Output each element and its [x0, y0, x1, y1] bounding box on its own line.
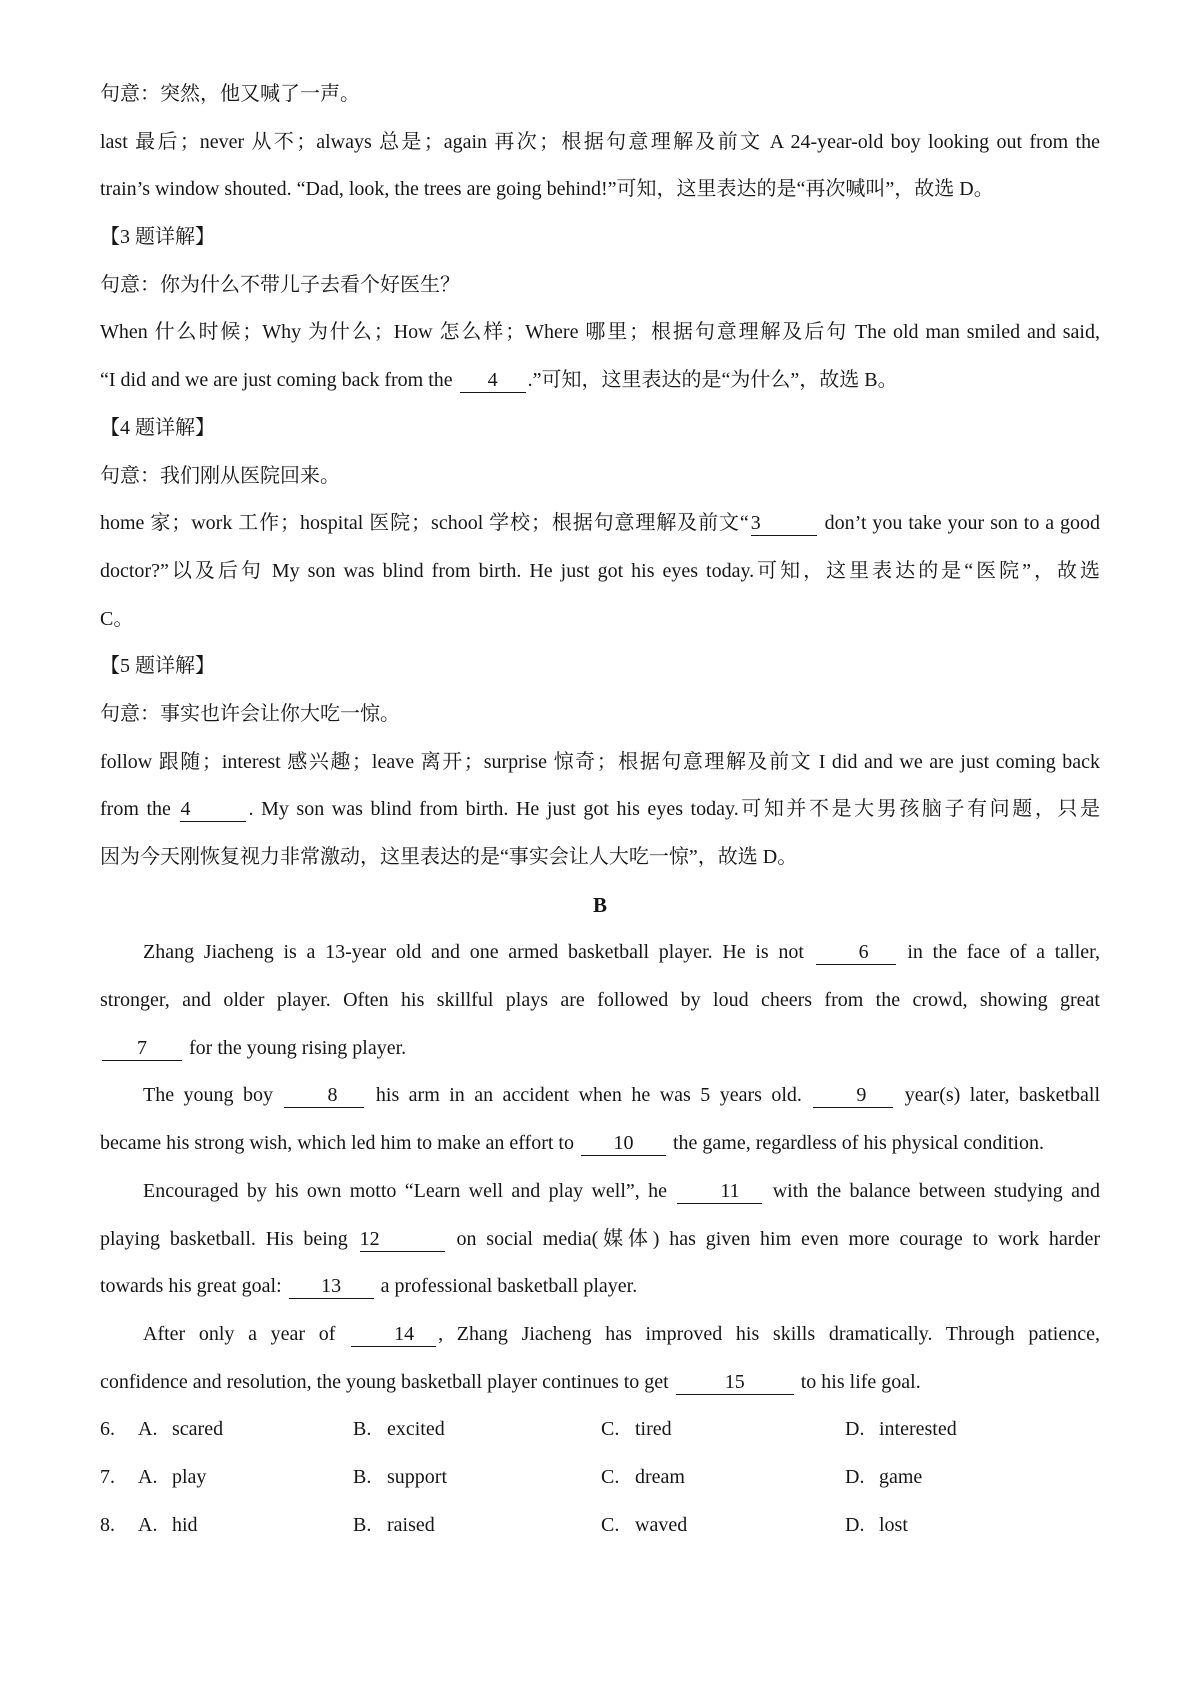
option-text: interested — [879, 1418, 957, 1441]
options-row — [100, 1454, 1100, 1502]
doc-line — [100, 262, 1100, 310]
doc-line — [100, 834, 1100, 882]
text-run: , Zhang Jiacheng has improved his skills dramatically. Through patience, — [438, 1322, 1100, 1345]
doc-line — [100, 977, 1100, 1025]
text-run: home 家；work 工作；hospital 医院；school 学校；根据句意理解及前文“ — [100, 512, 749, 535]
doc-line — [100, 453, 1100, 501]
doc-line — [100, 1311, 1100, 1359]
option-7-B — [353, 1454, 601, 1502]
section-letter — [100, 882, 1100, 930]
text-run: to his life goal. — [795, 1370, 921, 1393]
option-text: raised — [387, 1513, 435, 1536]
doc-line — [100, 548, 1100, 596]
blank-11: 11 — [677, 1181, 762, 1204]
option-8-D — [845, 1502, 1100, 1550]
doc-line — [100, 1120, 1100, 1168]
doc-line — [100, 786, 1100, 834]
text-run: Encouraged by his own motto “Learn well and play well”, he — [143, 1179, 676, 1202]
blank-13: 13 — [289, 1276, 374, 1299]
blank-8: 8 — [284, 1085, 364, 1108]
option-letter: B. — [353, 1513, 372, 1536]
doc-line — [100, 405, 1100, 453]
text-run: When 什么时候；Why 为什么；How 怎么样；Where 哪里；根据句意理解及后句 The old man smiled and said, — [100, 321, 1100, 344]
blank-4: 4 — [180, 799, 246, 822]
option-letter: C. — [601, 1513, 620, 1536]
option-text: tired — [635, 1418, 672, 1441]
blank-15: 15 — [676, 1372, 794, 1395]
blank-10: 10 — [581, 1133, 666, 1156]
text-run: train’s window shouted. “Dad, look, the trees are going behind!”可知，这里表达的是“再次喊叫”，故选 D。 — [100, 178, 994, 201]
text-run: After only a year of — [143, 1322, 350, 1345]
doc-line — [100, 309, 1100, 357]
option-letter: C. — [601, 1418, 620, 1441]
text-run: 句意：你为什么不带儿子去看个好医生？ — [100, 273, 460, 296]
text-run: 句意：突然，他又喊了一声。 — [100, 83, 360, 105]
text-run: C。 — [100, 607, 134, 630]
doc-line — [100, 1168, 1100, 1216]
doc-line — [100, 1216, 1100, 1264]
text-run: from the — [100, 798, 179, 821]
text-run: the game, regardless of his physical condition. — [667, 1132, 1044, 1155]
blank-6: 6 — [816, 942, 896, 965]
blank-7: 7 — [102, 1038, 182, 1061]
blank-9: 9 — [813, 1085, 893, 1108]
options-row — [100, 1502, 1100, 1550]
text-run: follow 跟随；interest 感兴趣；leave 离开；surprise 惊奇；根据句意理解及前文 I did and we are just coming back — [100, 750, 1100, 773]
doc-line — [100, 357, 1100, 405]
doc-line — [100, 166, 1100, 214]
doc-line — [100, 1025, 1100, 1073]
option-7-C — [601, 1454, 845, 1502]
doc-line — [100, 596, 1100, 644]
text-run: 句意：事实也许会让你大吃一惊。 — [100, 702, 400, 725]
option-text: game — [879, 1465, 923, 1488]
doc-line — [100, 214, 1100, 262]
option-letter: A. — [138, 1465, 158, 1488]
text-run: The young boy — [143, 1084, 283, 1107]
text-run: 【4 题详解】 — [100, 416, 215, 439]
blank-4: 4 — [460, 370, 526, 393]
text-run: 因为今天刚恢复视力非常激动，这里表达的是“事实会让人大吃一惊”，故选 D。 — [100, 846, 798, 868]
blank-12: 12 — [360, 1229, 445, 1252]
text-run: a professional basketball player. — [375, 1275, 638, 1298]
doc-line — [100, 1072, 1100, 1120]
option-text: waved — [635, 1513, 688, 1536]
text-run: don’t you take your son to a good — [818, 512, 1100, 535]
text-run: 【5 题详解】 — [100, 655, 215, 678]
text-run: doctor?”以及后句 My son was blind from birth. He just got his eyes today.可知，这里表达的是“医院”，故选 — [100, 559, 1100, 582]
text-run: towards his great goal: — [100, 1275, 287, 1298]
option-text: scared — [172, 1418, 224, 1441]
text-run: for the young rising player. — [184, 1036, 407, 1059]
text-run: playing basketball. His being — [100, 1227, 358, 1250]
option-8-A — [138, 1502, 353, 1550]
text-run: his arm in an accident when he was 5 years old. — [366, 1084, 812, 1107]
text-run: Zhang Jiacheng is a 13-year old and one armed basketball player. He is not — [143, 941, 814, 964]
option-letter: D. — [845, 1418, 865, 1441]
option-7-A — [138, 1454, 353, 1502]
doc-line — [100, 71, 1100, 119]
text-run: last 最后；never 从不；always 总是；again 再次；根据句意理解及前文 A 24-year-old boy looking out from the — [100, 130, 1100, 153]
doc-line — [100, 739, 1100, 787]
option-6-C — [601, 1406, 845, 1454]
option-6-A — [138, 1406, 353, 1454]
doc-line — [100, 1359, 1100, 1407]
question-number: 7. — [100, 1465, 115, 1488]
text-run: in the face of a taller, — [897, 941, 1100, 964]
doc-line — [100, 929, 1100, 977]
option-6-D — [845, 1406, 1100, 1454]
doc-line — [100, 691, 1100, 739]
option-text: hid — [172, 1513, 198, 1536]
option-text: dream — [635, 1465, 685, 1488]
question-number: 8. — [100, 1513, 115, 1536]
question-number: 6. — [100, 1418, 115, 1441]
text-run: became his strong wish, which led him to make an effort to — [100, 1132, 579, 1155]
option-text: lost — [879, 1513, 908, 1536]
text-run: . My son was blind from birth. He just got his eyes today.可知并不是大男孩脑子有问题，只是 — [248, 798, 1100, 821]
option-8-B — [353, 1502, 601, 1550]
text-run: .”可知，这里表达的是“为什么”，故选 B。 — [527, 369, 898, 392]
option-letter: B. — [353, 1465, 372, 1488]
text-run: stronger, and older player. Often his skillful plays are followed by loud cheers from the crowd, showing great — [100, 989, 1100, 1012]
text-run: 【3 题详解】 — [100, 226, 215, 249]
option-letter: D. — [845, 1513, 865, 1536]
text-run: 句意：我们刚从医院回来。 — [100, 464, 340, 487]
option-6-B — [353, 1406, 601, 1454]
doc-line — [100, 643, 1100, 691]
option-text: play — [172, 1465, 207, 1488]
text-run: year(s) later, basketball — [895, 1084, 1100, 1107]
option-letter: D. — [845, 1465, 865, 1488]
option-text: excited — [387, 1418, 445, 1441]
doc-line — [100, 1263, 1100, 1311]
text-run: B — [592, 892, 607, 917]
option-letter: A. — [138, 1513, 158, 1536]
blank-3: 3 — [751, 513, 817, 536]
option-8-C — [601, 1502, 845, 1550]
option-letter: A. — [138, 1418, 158, 1441]
text-run: confidence and resolution, the young basketball player continues to get — [100, 1370, 674, 1393]
text-run: “I did and we are just coming back from the — [100, 369, 458, 392]
text-run: with the balance between studying and — [764, 1179, 1100, 1202]
text-run: on social media(媒体) has given him even more courage to work harder — [446, 1227, 1100, 1250]
option-letter: B. — [353, 1418, 372, 1441]
option-text: support — [387, 1465, 447, 1488]
option-7-D — [845, 1454, 1100, 1502]
options-row — [100, 1406, 1100, 1454]
doc-line — [100, 119, 1100, 167]
option-letter: C. — [601, 1465, 620, 1488]
doc-line — [100, 500, 1100, 548]
blank-14: 14 — [351, 1324, 436, 1347]
